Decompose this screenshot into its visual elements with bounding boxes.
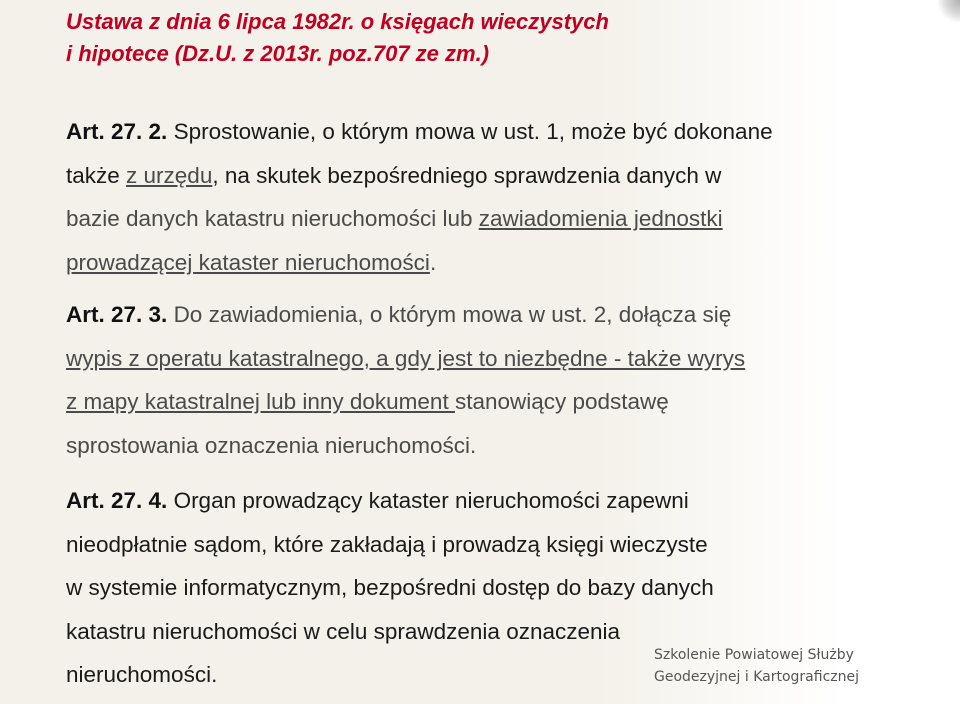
slide-title bbox=[66, 6, 609, 70]
paragraph-text: , na skutek bezpośredniego sprawdzenia danych w bbox=[212, 162, 722, 188]
footer-line-2: Geodezyjnej i Kartograficznej bbox=[654, 669, 860, 685]
paragraph-text: nieodpłatnie sądom, które zakładają i prowadzą księgi wieczyste bbox=[66, 531, 708, 557]
underlined-phrase: prowadzącej kataster nieruchomości bbox=[66, 249, 430, 275]
underlined-phrase: wypis z operatu katastralnego, a gdy jest to niezbędne - także wyrys bbox=[66, 345, 746, 371]
footer-line-1: Szkolenie Powiatowej Służby bbox=[654, 647, 854, 663]
article-27-2-paragraph bbox=[66, 110, 773, 284]
page-corner-decoration bbox=[938, 0, 960, 22]
title-line-2: i hipotece (Dz.U. z 2013r. poz.707 ze zm.) bbox=[66, 41, 490, 66]
paragraph-text: także bbox=[66, 162, 127, 188]
article-ref: Art. 27. 4. bbox=[66, 488, 168, 513]
article-ref: Art. 27. 2. bbox=[66, 119, 168, 144]
paragraph-text: stanowiący podstawę bbox=[454, 389, 669, 414]
paragraph-text: bazie danych katastru nieruchomości lub bbox=[66, 206, 479, 231]
paragraph-text: nieruchomości. bbox=[66, 662, 218, 687]
paragraph-text: sprostowania oznaczenia nieruchomości. bbox=[66, 432, 477, 458]
paragraph-text: Do zawiadomienia, o którym mowa w ust. 2, dołącza się bbox=[173, 302, 732, 327]
underlined-phrase: zawiadomienia jednostki bbox=[478, 206, 723, 231]
paragraph-text: katastru nieruchomości w celu sprawdzenia oznaczenia bbox=[66, 618, 621, 644]
paragraph-text: . bbox=[429, 249, 437, 275]
footer-caption bbox=[654, 644, 859, 688]
paragraph-text: Sprostowanie, o którym mowa w ust. 1, może być dokonane bbox=[173, 119, 773, 144]
title-line-1: Ustawa z dnia 6 lipca 1982r. o księgach wieczystych bbox=[66, 9, 609, 34]
article-27-3-paragraph bbox=[66, 293, 745, 467]
article-ref: Art. 27. 3. bbox=[66, 302, 168, 327]
paragraph-text: Organ prowadzący kataster nieruchomości zapewni bbox=[173, 488, 689, 513]
underlined-phrase: z urzędu bbox=[126, 162, 213, 188]
article-27-4-paragraph bbox=[66, 479, 714, 697]
paragraph-text: w systemie informatycznym, bezpośredni dostęp do bazy danych bbox=[66, 575, 714, 600]
underlined-phrase: z mapy katastralnej lub inny dokument bbox=[66, 389, 455, 414]
